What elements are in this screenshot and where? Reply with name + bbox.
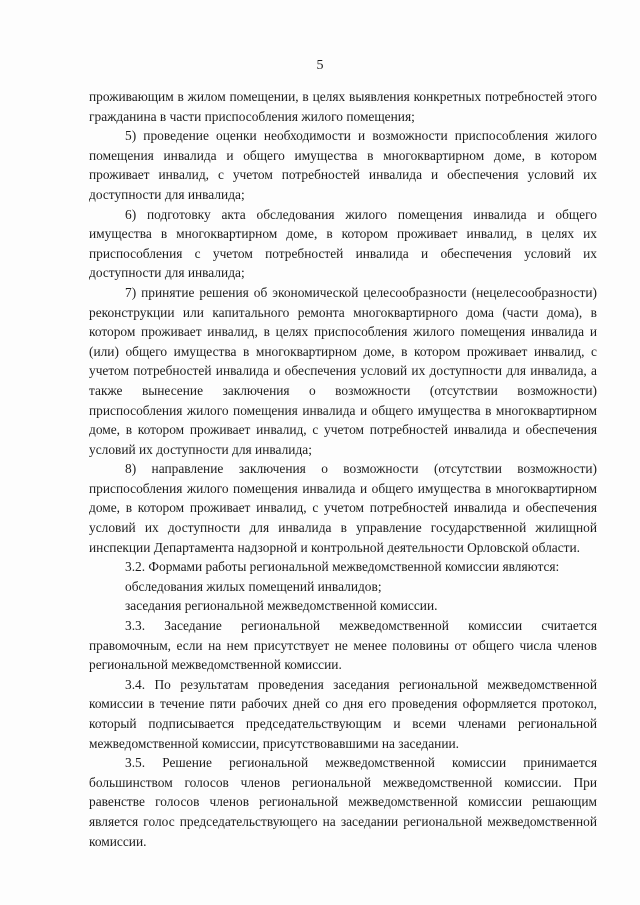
paragraph-continuation: проживающим в жилом помещении, в целях выявления конкретных потребностей этого гражданина в части приспособления жилого помещения; [89,89,597,124]
work-form-inspections: обследования жилых помещений инвалидов; [125,578,382,594]
list-item-7: 7) принятие решения об экономической целесообразности (нецелесообразности) реконструкции или капитального ремонта многоквартирного дома (части дома), в котором проживает инвалид, в целях приспособления жилого помещения инвалида и (или) общего имущества в многоквартирном доме, в котором проживает инвалид, с учетом потребностей инвалида и обеспечения условий их доступности для инвалида, а также вынесение заключения о возможности (отсутствии возможности) приспособления жилого помещения инвалида и общего имущества в многоквартирном доме, в котором проживает инвалид, с учетом потребностей инвалида и обеспечения условий их доступности для инвалида; [89,284,597,457]
section-3-4: 3.4. По результатам проведения заседания региональной межведомственной комиссии в течение пяти рабочих дней со дня его проведения оформляется протокол, который подписывается председательствующим и всеми членами региональной межведомственной комиссии, присутствовавшими на заседании. [89,676,597,751]
section-3-2: 3.2. Формами работы региональной межведомственной комиссии являются: [125,559,560,575]
section-3-3: 3.3. Заседание региональной межведомственной комиссии считается правомочным, если на нем присутствует не менее половины от общего числа членов региональной межведомственной комиссии. [89,618,597,673]
section-3-5: 3.5. Решение региональной межведомственной комиссии принимается большинством голосов членов региональной межведомственной комиссии. При равенстве голосов членов региональной межведомственной комиссии решающим является голос председательствующего на заседании региональной межведомственной комиссии. [89,755,597,849]
list-item-6: 6) подготовку акта обследования жилого помещения инвалида и общего имущества в многоквартирном доме, в котором проживает инвалид, в целях их приспособления с учетом потребностей инвалида и обеспечения условий их доступности для инвалида; [89,206,597,281]
list-item-5: 5) проведение оценки необходимости и возможности приспособления жилого помещения инвалида и общего имущества в многоквартирном доме, в котором проживает инвалид, с учетом потребностей инвалида и обеспечения условий их доступности для инвалида; [89,128,597,202]
list-item-8: 8) направление заключения о возможности (отсутствии возможности) приспособления жилого помещения инвалида и общего имущества в многоквартирном доме, в котором проживает инвалид, с учетом потребностей инвалида и обеспечения условий их доступности для инвалида в управление государственной жилищной инспекции Департамента надзорной и контрольной деятельности Орловской области. [89,461,597,555]
document-body [89,87,597,851]
work-form-meetings: заседания региональной межведомственной комиссии. [125,598,438,614]
page-number: 5 [316,58,324,73]
